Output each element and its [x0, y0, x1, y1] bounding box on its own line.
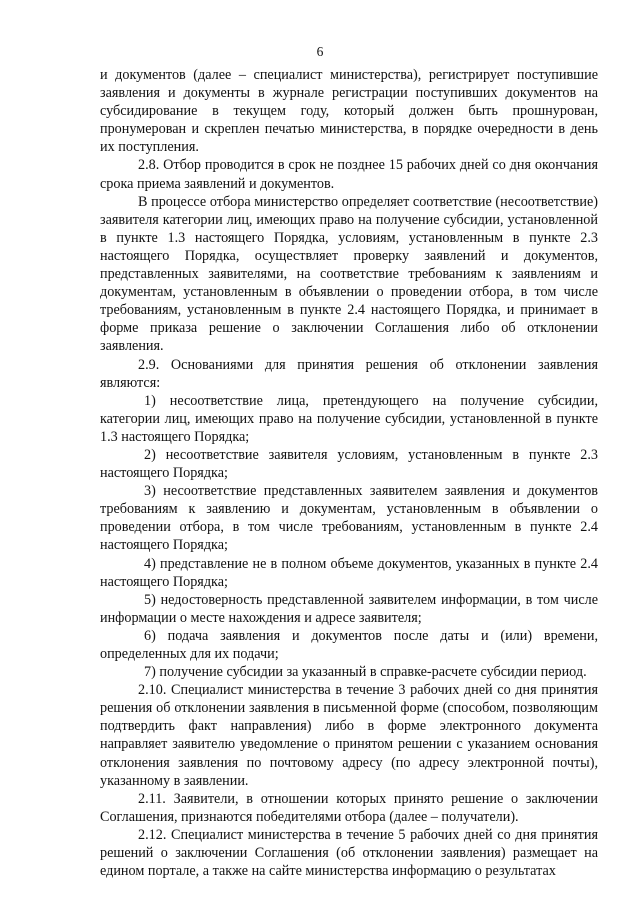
- page-number: 6: [316, 44, 324, 59]
- list-item-6: 6) подача заявления и документов после даты и (или) времени, определенных для их подачи;: [100, 627, 598, 662]
- paragraph-2-11: 2.11. Заявители, в отношении которых принято решение о заключении Соглашения, признаются победителями отбора (далее – получатели).: [100, 790, 598, 825]
- list-item-4: 4) представление не в полном объеме документов, указанных в пункте 2.4 настоящего Порядка;: [100, 555, 598, 590]
- list-item-1: 1) несоответствие лица, претендующего на получение субсидии, категории лиц, имеющих право на получение субсидии, установленной в пункте 1.3 настоящего Порядка;: [100, 392, 598, 445]
- paragraph-2-9: 2.9. Основаниями для принятия решения об отклонении заявления являются:: [100, 356, 598, 391]
- paragraph-selection-process: В процессе отбора министерство определяет соответствие (несоответствие) заявителя категории лиц, имеющих право на получение субсидии, установленной в пункте 1.3 настоящего Порядка, условиям, установленным в пункте 2.3 настоящего Порядка, осуществляет проверку заявлений и документов, представленных заявителями, на соответствие требованиям к заявлениям и документам, установленным в объявлении о проведении отбора, в том числе требованиям, установленным в пункте 2.4 настоящего Порядка, и принимает в форме приказа решение о заключении Соглашения либо об отклонении заявления.: [100, 193, 598, 355]
- list-item-7: 7) получение субсидии за указанный в справке-расчете субсидии период.: [144, 664, 587, 681]
- list-item-3: 3) несоответствие представленных заявителем заявления и документов требованиям к заявлению и документам, установленным в объявлении о проведении отбора, в том числе требованиям, установленным в пункте 2.4 настоящего Порядка;: [100, 483, 598, 554]
- paragraph-2-8: 2.8. Отбор проводится в срок не позднее 15 рабочих дней со дня окончания срока приема заявлений и документов.: [100, 157, 598, 192]
- list-item-5: 5) недостоверность представленной заявителем информации, в том числе информации о месте нахождения и адресе заявителя;: [100, 591, 598, 626]
- paragraph-2-12: 2.12. Специалист министерства в течение 5 рабочих дней со дня принятия решений о заключении Соглашения (об отклонении заявления) размещает на едином портале, а также на сайте министерства информацию о результатах: [100, 826, 598, 880]
- list-item-2: 2) несоответствие заявителя условиям, установленным в пункте 2.3 настоящего Порядка;: [100, 446, 598, 482]
- paragraph-continuation: и документов (далее – специалист министерства), регистрирует поступившие заявления и документы в журнале регистрации поступивших документов на субсидирование в текущем году, который должен быть прошнурован, пронумерован и скреплен печатью министерства, в порядке очередности в день их поступления.: [100, 67, 598, 156]
- document-body: [100, 66, 598, 880]
- paragraph-2-10: 2.10. Специалист министерства в течение 3 рабочих дней со дня принятия решения об отклонении заявления в письменной форме (способом, позволяющим подтвердить факт направления) либо в форме электронного документа направляет заявителю уведомление о принятом решении с указанием основания отклонения заявления по почтовому адресу (по адресу электронной почты), указанному в заявлении.: [100, 682, 598, 789]
